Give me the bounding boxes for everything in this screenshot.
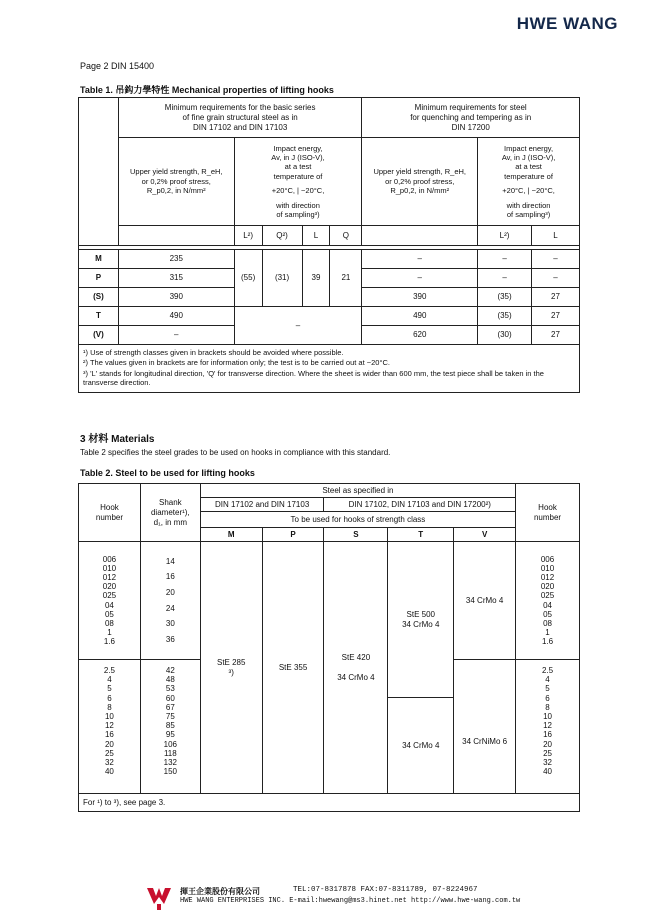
- shank-header: Shank diameter¹), d₁, in mm: [140, 484, 200, 542]
- impact-merged-cell: 21: [330, 250, 362, 307]
- yield-cell-2: 620: [362, 326, 478, 345]
- hook-number-header-right: Hook number: [516, 484, 580, 542]
- company-name-cn: 揮王企業股份有限公司: [180, 887, 260, 896]
- class-header: M: [200, 528, 262, 542]
- table2-footnote: For ¹) to ³), see page 3.: [79, 794, 580, 812]
- yield-cell: –: [118, 326, 234, 345]
- impact-label-2: Impact energy, Av, in J (ISO-V), at a test temperature of: [501, 143, 556, 181]
- class-v-upper: 34 CrMo 4: [454, 542, 516, 660]
- yield-header: Upper yield strength, R_eH, or 0,2% proof stress, R_p0,2, in N/mm²: [118, 138, 234, 226]
- note: ³) 'L' stands for longitudinal direction, 'Q' for transverse direction. Where the sheet is wider than 600 mm, the test piece shall be taken in the transverse direction.: [83, 368, 544, 388]
- table2-caption-num: Table 2.: [80, 468, 113, 478]
- shank-group-b: 42 48 53 60 67 75 85 95 106 118 132 150: [140, 660, 200, 794]
- class-t-lower: 34 CrMo 4: [388, 698, 454, 794]
- impact-merged-cell: (55): [234, 250, 262, 307]
- used-for-header: To be used for hooks of strength class: [200, 512, 515, 528]
- dir-col: L: [302, 226, 330, 246]
- yield-cell: 315: [118, 269, 234, 288]
- class-cell: (V): [79, 326, 119, 345]
- impact-cell: (35): [478, 288, 532, 307]
- impact-cell: 27: [532, 307, 580, 326]
- class-header: V: [454, 528, 516, 542]
- hooks-group-a: 006 010 012 020 025 04 05 08 1 1.6: [79, 542, 141, 660]
- mechanical-properties-table: [78, 97, 580, 393]
- table1-caption-num: Table 1.: [80, 85, 113, 95]
- impact-cell: 27: [532, 326, 580, 345]
- steel-spec-header: Steel as specified in: [200, 484, 515, 498]
- impact-cell: –: [532, 250, 580, 269]
- class-cell: (S): [79, 288, 119, 307]
- temps-label: +20°C, | −20°C,: [271, 186, 325, 196]
- yield-cell: 490: [118, 307, 234, 326]
- impact-v-cell: –: [234, 307, 362, 345]
- table2-caption-text: Steel to be used for lifting hooks: [115, 468, 255, 478]
- impact-header-2: [478, 138, 580, 226]
- class-cell: P: [79, 269, 119, 288]
- din-b-header: DIN 17102, DIN 17103 and DIN 17200²): [324, 498, 516, 512]
- note: ¹) Use of strength classes given in brackets should be avoided where possible.: [83, 348, 344, 357]
- footer: [150, 882, 550, 922]
- dir-col: L: [532, 226, 580, 246]
- table1-caption-text: Mechanical properties of lifting hooks: [171, 85, 334, 95]
- table2-caption: [80, 468, 255, 478]
- hooks-group-a-right: 006 010 012 020 025 04 05 08 1 1.6: [516, 542, 580, 660]
- company-logo-icon: [144, 882, 174, 912]
- dir-col: Q: [330, 226, 362, 246]
- impact-merged-cell: (31): [262, 250, 302, 307]
- class-v-lower: 34 CrNiMo 6: [454, 660, 516, 794]
- yield-cell-2: 390: [362, 288, 478, 307]
- class-cell: T: [79, 307, 119, 326]
- yield-cell-2: 490: [362, 307, 478, 326]
- class-t-upper: StE 500 34 CrMo 4: [388, 542, 454, 698]
- class-s-steel: StE 420 34 CrMo 4: [324, 542, 388, 794]
- yield-cell-2: –: [362, 269, 478, 288]
- hook-number-header: Hook number: [79, 484, 141, 542]
- impact-merged-cell: 39: [302, 250, 330, 307]
- class-header: P: [262, 528, 324, 542]
- class-cell: M: [79, 250, 119, 269]
- brand-title: HWE WANG: [516, 14, 618, 33]
- yield-cell: 390: [118, 288, 234, 307]
- quench-temper-header: Minimum requirements for steel for quenching and tempering as in DIN 17200: [362, 98, 580, 138]
- direction-label: with direction of sampling³): [276, 200, 320, 219]
- impact-cell: (30): [478, 326, 532, 345]
- dir-col: L²): [234, 226, 262, 246]
- impact-cell: –: [478, 269, 532, 288]
- basic-series-header: Minimum requirements for the basic series of fine grain structural steel as in DIN 17102 and DIN 17103: [118, 98, 361, 138]
- company-contact: TEL:07-8317878 FAX:07-8311789, 07-8224967: [293, 886, 478, 894]
- class-header: S: [324, 528, 388, 542]
- class-p-steel: StE 355: [262, 542, 324, 794]
- temps-label-2: +20°C, | −20°C,: [502, 186, 555, 196]
- shank-group-a: 14 16 20 24 30 36: [140, 542, 200, 660]
- impact-cell: –: [478, 250, 532, 269]
- section-heading: 3 材料 Materials: [80, 434, 155, 445]
- impact-header: [234, 138, 362, 226]
- yield-cell-2: –: [362, 250, 478, 269]
- section-text: Table 2 specifies the steel grades to be used on hooks in compliance with this standard.: [80, 448, 391, 457]
- page-label: Page 2 DIN 15400: [80, 61, 155, 71]
- class-header: T: [388, 528, 454, 542]
- dir-col: L²): [478, 226, 532, 246]
- dir-col: Q²): [262, 226, 302, 246]
- table1-caption: [80, 83, 334, 96]
- impact-cell: (35): [478, 307, 532, 326]
- direction-label-2: with direction of sampling³): [506, 200, 551, 219]
- class-m-steel: StE 285 ³): [200, 542, 262, 794]
- yield-header-2: Upper yield strength, R_eH, or 0,2% proof stress, R_p0,2, in N/mm²: [362, 138, 478, 226]
- impact-cell: –: [532, 269, 580, 288]
- table1-caption-cn: 吊鈎力學特性: [115, 85, 170, 95]
- steel-grades-table: [78, 483, 580, 812]
- impact-label: Impact energy, Av, in J (ISO-V), at a test temperature of: [271, 143, 325, 181]
- table1-notes: [79, 345, 580, 393]
- impact-cell: 27: [532, 288, 580, 307]
- hooks-group-b-right: 2.5 4 5 6 8 10 12 16 20 25 32 40: [516, 660, 580, 794]
- note: ²) The values given in brackets are for information only; the test is to be carried out at −20°C.: [83, 358, 390, 368]
- company-info-line: HWE WANG ENTERPRISES INC. E-mail:hwewang@ms3.hinet.net http://www.hwe-wang.com.tw: [180, 897, 521, 905]
- yield-cell: 235: [118, 250, 234, 269]
- hooks-group-b: 2.5 4 5 6 8 10 12 16 20 25 32 40: [79, 660, 141, 794]
- din-a-header: DIN 17102 and DIN 17103: [200, 498, 324, 512]
